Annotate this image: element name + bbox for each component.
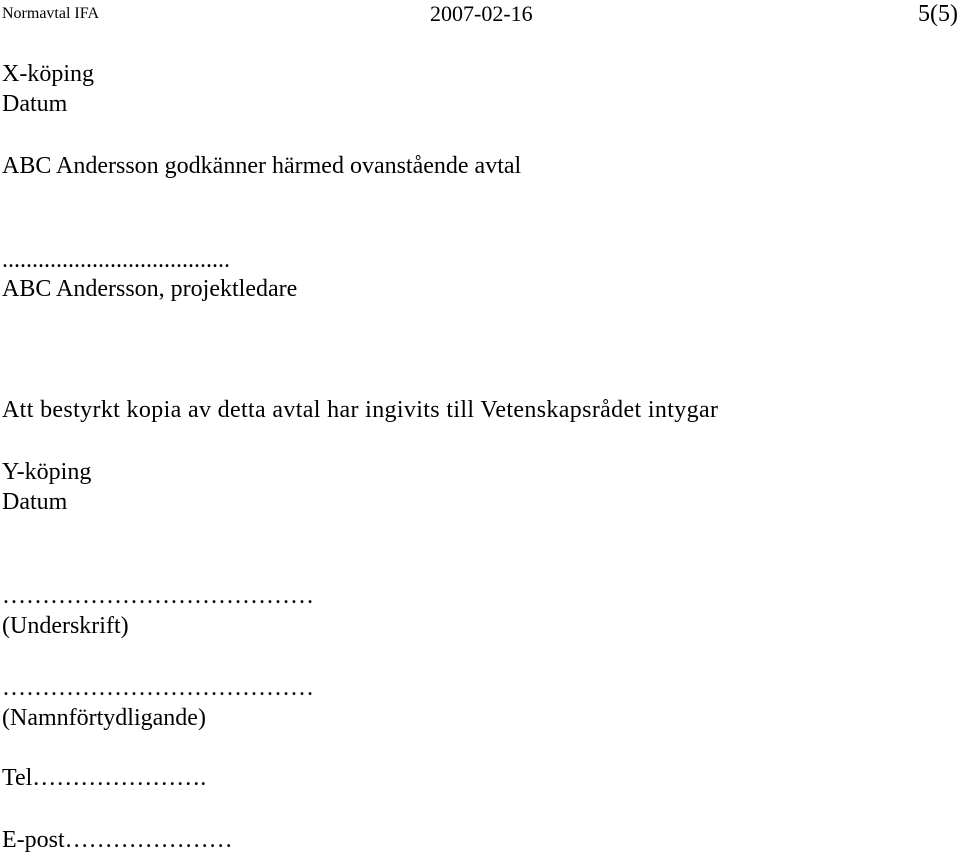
email-field: E-post………………… — [2, 827, 233, 853]
approval-statement: ABC Andersson godkänner härmed ovanstående avtal — [2, 153, 522, 179]
name-clarification-line: ………………………………… — [2, 675, 314, 701]
signature-line: ………………………………… — [2, 583, 314, 609]
certification-place: Y-köping — [2, 459, 92, 485]
approval-date-label: Datum — [2, 91, 68, 117]
header-date: 2007-02-16 — [430, 1, 533, 26]
certification-statement: Att bestyrkt kopia av detta avtal har ingivits till Vetenskapsrådet intygar — [2, 397, 719, 423]
signature-label: (Underskrift) — [2, 613, 129, 639]
page-number: 5(5) — [918, 1, 958, 27]
document-name: Normavtal IFA — [2, 5, 100, 22]
approval-signer: ABC Andersson, projektledare — [2, 276, 298, 302]
name-clarification-label: (Namnförtydligande) — [2, 705, 206, 731]
telephone-field: Tel…………………. — [2, 765, 207, 791]
approval-place: X-köping — [2, 61, 94, 87]
approval-signature-dots: ...................................... — [2, 247, 230, 273]
certification-date-label: Datum — [2, 489, 68, 515]
